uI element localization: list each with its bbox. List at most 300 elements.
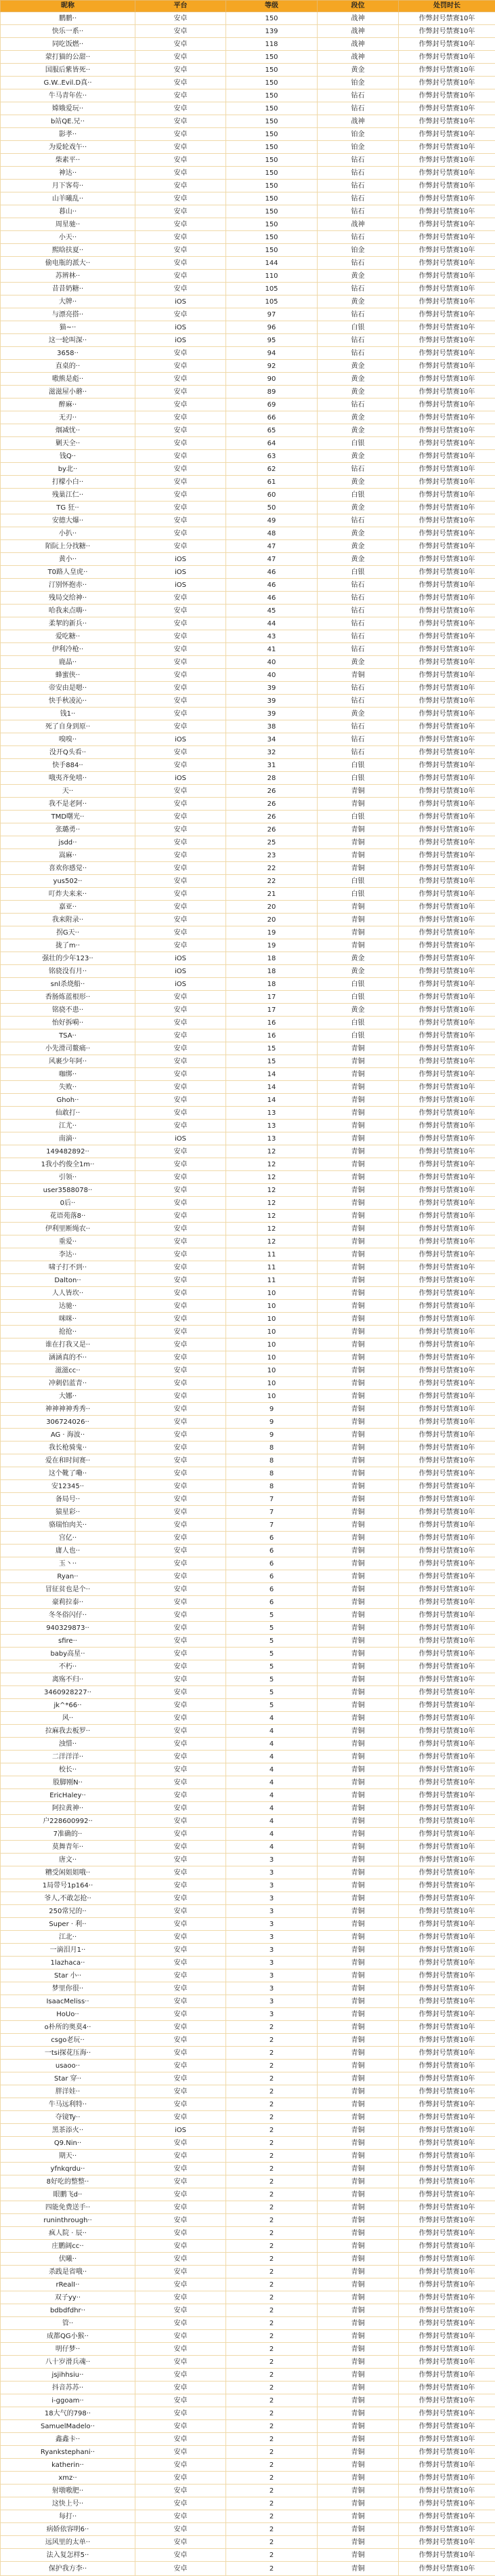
- cell-nickname: 冬冬俗闪仔··: [1, 1609, 135, 1622]
- table-row: [1, 1132, 495, 1145]
- cell-platform: 安卓: [135, 502, 226, 514]
- cell-platform: 安卓: [135, 2317, 226, 2330]
- cell-penalty: 作弊封号禁赛10年: [399, 746, 495, 759]
- table-row: [1, 1120, 495, 1132]
- cell-penalty: 作弊封号禁赛10年: [399, 1712, 495, 1725]
- cell-nickname: 铭骁不患··: [1, 1004, 135, 1017]
- table-row: [1, 360, 495, 373]
- cell-penalty: 作弊封号禁赛10年: [399, 2214, 495, 2227]
- cell-rank: 青铜: [318, 1660, 399, 1673]
- cell-rank: 钻石: [318, 257, 399, 270]
- cell-penalty: 作弊封号禁赛10年: [399, 1467, 495, 1480]
- cell-nickname: 浊惜··: [1, 1738, 135, 1751]
- cell-level: 4: [226, 1828, 318, 1841]
- cell-rank: 青铜: [318, 939, 399, 952]
- cell-penalty: 作弊封号禁赛10年: [399, 257, 495, 270]
- cell-platform: 安卓: [135, 2047, 226, 2060]
- cell-platform: 安卓: [135, 64, 226, 77]
- cell-platform: iOS: [135, 553, 226, 566]
- cell-nickname: 柴素平··: [1, 154, 135, 167]
- cell-level: 150: [226, 115, 318, 128]
- table-row: [1, 205, 495, 218]
- cell-platform: 安卓: [135, 2304, 226, 2317]
- cell-platform: 安卓: [135, 862, 226, 875]
- cell-rank: 青铜: [318, 2472, 399, 2485]
- cell-penalty: 作弊封号禁赛10年: [399, 2497, 495, 2510]
- cell-nickname: 鑫鑫卡··: [1, 2433, 135, 2446]
- cell-nickname: G.W..Evil.D真··: [1, 77, 135, 89]
- cell-level: 34: [226, 733, 318, 746]
- cell-platform: 安卓: [135, 1081, 226, 1094]
- table-row: [1, 489, 495, 502]
- cell-nickname: 离殇不归··: [1, 1673, 135, 1686]
- cell-platform: 安卓: [135, 2111, 226, 2124]
- table-row: [1, 836, 495, 849]
- table-row: [1, 669, 495, 682]
- cell-platform: 安卓: [135, 360, 226, 373]
- cell-nickname: 伏曦··: [1, 2253, 135, 2266]
- cell-platform: 安卓: [135, 811, 226, 823]
- cell-nickname: 冒征贫也是个··: [1, 1583, 135, 1596]
- table-row: [1, 901, 495, 914]
- table-row: [1, 1660, 495, 1673]
- cell-platform: 安卓: [135, 231, 226, 244]
- cell-penalty: 作弊封号禁赛10年: [399, 1390, 495, 1403]
- table-row: [1, 2330, 495, 2343]
- table-row: [1, 1841, 495, 1854]
- cell-platform: 安卓: [135, 836, 226, 849]
- cell-rank: 青铜: [318, 2124, 399, 2137]
- cell-platform: 安卓: [135, 2163, 226, 2175]
- cell-nickname: 叮炸夫来来··: [1, 888, 135, 901]
- table-row: [1, 1094, 495, 1107]
- cell-rank: 黄金: [318, 450, 399, 463]
- table-row: [1, 2459, 495, 2472]
- cell-platform: 安卓: [135, 2369, 226, 2381]
- cell-level: 2: [226, 2420, 318, 2433]
- cell-rank: 青铜: [318, 2420, 399, 2433]
- table-row: [1, 450, 495, 463]
- cell-nickname: 牛马远利特··: [1, 2098, 135, 2111]
- cell-penalty: 作弊封号禁赛10年: [399, 1403, 495, 1416]
- cell-rank: 青铜: [318, 1686, 399, 1699]
- table-row: [1, 2369, 495, 2381]
- cell-platform: 安卓: [135, 244, 226, 257]
- cell-platform: 安卓: [135, 2008, 226, 2021]
- cell-level: 2: [226, 2085, 318, 2098]
- table-row: [1, 1545, 495, 1557]
- table-row: [1, 1532, 495, 1545]
- table-row: [1, 1454, 495, 1467]
- cell-level: 20: [226, 901, 318, 914]
- table-row: [1, 1197, 495, 1210]
- cell-penalty: 作弊封号禁赛10年: [399, 450, 495, 463]
- table-row: [1, 605, 495, 617]
- cell-rank: 青铜: [318, 2266, 399, 2278]
- cell-nickname: 拐G天··: [1, 926, 135, 939]
- cell-level: 7: [226, 1506, 318, 1519]
- cell-platform: 安卓: [135, 1673, 226, 1686]
- cell-platform: 安卓: [135, 25, 226, 38]
- cell-platform: 安卓: [135, 939, 226, 952]
- cell-level: 10: [226, 1390, 318, 1403]
- cell-nickname: 嗅嗅··: [1, 733, 135, 746]
- table-row: [1, 102, 495, 115]
- cell-level: 13: [226, 1132, 318, 1145]
- cell-level: 38: [226, 720, 318, 733]
- table-row: [1, 1969, 495, 1982]
- table-row: [1, 1416, 495, 1429]
- cell-nickname: 偷电瓶的派大··: [1, 257, 135, 270]
- cell-rank: 钻石: [318, 347, 399, 360]
- cell-nickname: 哈我来点嗨··: [1, 605, 135, 617]
- cell-rank: 战神: [318, 218, 399, 231]
- cell-penalty: 作弊封号禁赛10年: [399, 785, 495, 798]
- cell-rank: 战神: [318, 51, 399, 64]
- cell-penalty: 作弊封号禁赛10年: [399, 939, 495, 952]
- cell-rank: 青铜: [318, 2291, 399, 2304]
- cell-rank: 青铜: [318, 1905, 399, 1918]
- cell-rank: 钻石: [318, 180, 399, 192]
- cell-level: 150: [226, 77, 318, 89]
- cell-level: 4: [226, 1738, 318, 1751]
- cell-rank: 青铜: [318, 1918, 399, 1931]
- cell-rank: 青铜: [318, 1982, 399, 1995]
- cell-platform: 安卓: [135, 695, 226, 708]
- cell-platform: 安卓: [135, 2137, 226, 2150]
- cell-penalty: 作弊封号禁赛10年: [399, 1725, 495, 1738]
- cell-platform: 安卓: [135, 1583, 226, 1596]
- table-row: [1, 1493, 495, 1506]
- cell-penalty: 作弊封号禁赛10年: [399, 901, 495, 914]
- cell-platform: 安卓: [135, 746, 226, 759]
- cell-platform: 安卓: [135, 1879, 226, 1892]
- cell-level: 39: [226, 695, 318, 708]
- cell-nickname: 八十岁滑兵魂··: [1, 2356, 135, 2369]
- cell-platform: 安卓: [135, 1763, 226, 1776]
- cell-nickname: xmz··: [1, 2472, 135, 2485]
- cell-penalty: 作弊封号禁赛10年: [399, 102, 495, 115]
- cell-penalty: 作弊封号禁赛10年: [399, 1248, 495, 1261]
- cell-rank: 青铜: [318, 1802, 399, 1815]
- table-row: [1, 89, 495, 102]
- cell-level: 7: [226, 1519, 318, 1532]
- cell-level: 22: [226, 862, 318, 875]
- cell-level: 3: [226, 1931, 318, 1944]
- cell-level: 3: [226, 2008, 318, 2021]
- cell-nickname: 1局带号1p164··: [1, 1879, 135, 1892]
- table-row: [1, 746, 495, 759]
- table-row: [1, 939, 495, 952]
- table-row: [1, 2214, 495, 2227]
- cell-penalty: 作弊封号禁赛10年: [399, 2175, 495, 2188]
- table-row: [1, 772, 495, 785]
- cell-nickname: Dalton··: [1, 1274, 135, 1287]
- cell-nickname: 庸人也··: [1, 1545, 135, 1557]
- cell-penalty: 作弊封号禁赛10年: [399, 1699, 495, 1712]
- table-row: [1, 1081, 495, 1094]
- cell-platform: 安卓: [135, 1313, 226, 1326]
- cell-level: 150: [226, 244, 318, 257]
- cell-rank: 青铜: [318, 1995, 399, 2008]
- cell-nickname: 149482892··: [1, 1145, 135, 1158]
- cell-penalty: 作弊封号禁赛10年: [399, 1660, 495, 1673]
- cell-level: 46: [226, 566, 318, 579]
- cell-penalty: 作弊封号禁赛10年: [399, 115, 495, 128]
- cell-level: 64: [226, 437, 318, 450]
- cell-rank: 青铜: [318, 1235, 399, 1248]
- cell-nickname: 不朽··: [1, 1660, 135, 1673]
- cell-platform: 安卓: [135, 630, 226, 643]
- cell-platform: 安卓: [135, 1364, 226, 1377]
- cell-level: 25: [226, 836, 318, 849]
- cell-penalty: 作弊封号禁赛10年: [399, 1287, 495, 1300]
- cell-platform: 安卓: [135, 115, 226, 128]
- cell-platform: 安卓: [135, 514, 226, 527]
- table-row: [1, 1931, 495, 1944]
- cell-penalty: 作弊封号禁赛10年: [399, 1429, 495, 1442]
- cell-level: 5: [226, 1635, 318, 1648]
- cell-nickname: 8好吃的整整··: [1, 2175, 135, 2188]
- cell-level: 7: [226, 1493, 318, 1506]
- cell-penalty: 作弊封号禁赛10年: [399, 1789, 495, 1802]
- cell-penalty: 作弊封号禁赛10年: [399, 1879, 495, 1892]
- cell-platform: 安卓: [135, 656, 226, 669]
- cell-nickname: 怡好拆嗬··: [1, 1017, 135, 1029]
- cell-rank: 青铜: [318, 2008, 399, 2021]
- table-row: [1, 2485, 495, 2497]
- table-row: [1, 2253, 495, 2266]
- cell-level: 12: [226, 1171, 318, 1184]
- table-row: [1, 1622, 495, 1635]
- cell-nickname: 人人皆坎··: [1, 1287, 135, 1300]
- cell-platform: 安卓: [135, 1029, 226, 1042]
- cell-level: 61: [226, 476, 318, 489]
- cell-platform: 安卓: [135, 1351, 226, 1364]
- table-row: [1, 321, 495, 334]
- cell-penalty: 作弊封号禁赛10年: [399, 283, 495, 295]
- cell-platform: 安卓: [135, 1635, 226, 1648]
- cell-platform: 安卓: [135, 888, 226, 901]
- cell-platform: 安卓: [135, 759, 226, 772]
- cell-level: 150: [226, 12, 318, 25]
- cell-penalty: 作弊封号禁赛10年: [399, 1094, 495, 1107]
- cell-penalty: 作弊封号禁赛10年: [399, 1944, 495, 1957]
- cell-platform: 安卓: [135, 38, 226, 51]
- cell-nickname: Super · 利··: [1, 1918, 135, 1931]
- cell-level: 12: [226, 1145, 318, 1158]
- cell-nickname: Ghoh··: [1, 1094, 135, 1107]
- cell-nickname: 失败··: [1, 1081, 135, 1094]
- cell-penalty: 作弊封号禁赛10年: [399, 308, 495, 321]
- cell-platform: iOS: [135, 2124, 226, 2137]
- cell-rank: 青铜: [318, 1815, 399, 1828]
- cell-penalty: 作弊封号禁赛10年: [399, 1493, 495, 1506]
- cell-nickname: 夺镜Ty··: [1, 2111, 135, 2124]
- cell-penalty: 作弊封号禁赛10年: [399, 411, 495, 424]
- cell-penalty: 作弊封号禁赛10年: [399, 1261, 495, 1274]
- cell-nickname: Star 小··: [1, 1969, 135, 1982]
- cell-rank: 青铜: [318, 2562, 399, 2576]
- cell-nickname: Q9.Nin··: [1, 2137, 135, 2150]
- table-row: [1, 2085, 495, 2098]
- cell-nickname: 眼鹏飞d··: [1, 2188, 135, 2201]
- cell-nickname: usaoo··: [1, 2060, 135, 2072]
- cell-level: 40: [226, 656, 318, 669]
- cell-penalty: 作弊封号禁赛10年: [399, 1673, 495, 1686]
- cell-level: 150: [226, 64, 318, 77]
- cell-penalty: 作弊封号禁赛10年: [399, 836, 495, 849]
- cell-penalty: 作弊封号禁赛10年: [399, 502, 495, 514]
- cell-platform: 安卓: [135, 1068, 226, 1081]
- cell-level: 2: [226, 2111, 318, 2124]
- cell-rank: 青铜: [318, 2304, 399, 2317]
- cell-rank: 青铜: [318, 901, 399, 914]
- cell-level: 31: [226, 759, 318, 772]
- cell-platform: 安卓: [135, 1506, 226, 1519]
- cell-platform: iOS: [135, 295, 226, 308]
- cell-level: 2: [226, 2549, 318, 2562]
- cell-rank: 战神: [318, 38, 399, 51]
- cell-rank: 青铜: [318, 1635, 399, 1648]
- cell-nickname: 猿星彩··: [1, 1506, 135, 1519]
- cell-level: 14: [226, 1081, 318, 1094]
- cell-rank: 钻石: [318, 643, 399, 656]
- cell-level: 4: [226, 1789, 318, 1802]
- cell-nickname: 快手884··: [1, 759, 135, 772]
- cell-rank: 青铜: [318, 1957, 399, 1969]
- cell-platform: 安卓: [135, 1390, 226, 1403]
- cell-nickname: 7准确的··: [1, 1828, 135, 1841]
- cell-platform: 安卓: [135, 1338, 226, 1351]
- column-header-nickname: 昵称: [1, 1, 135, 12]
- cell-nickname: 与漂亮搭··: [1, 308, 135, 321]
- cell-platform: 安卓: [135, 926, 226, 939]
- cell-level: 63: [226, 450, 318, 463]
- cell-nickname: 李达··: [1, 1248, 135, 1261]
- cell-penalty: 作弊封号禁赛10年: [399, 1931, 495, 1944]
- cell-rank: 白银: [318, 875, 399, 888]
- cell-nickname: 安德大爆··: [1, 514, 135, 527]
- cell-penalty: 作弊封号禁赛10年: [399, 1892, 495, 1905]
- cell-rank: 黄金: [318, 952, 399, 965]
- cell-penalty: 作弊封号禁赛10年: [399, 2459, 495, 2472]
- table-row: [1, 1145, 495, 1158]
- cell-platform: 安卓: [135, 1557, 226, 1570]
- cell-platform: 安卓: [135, 2446, 226, 2459]
- cell-level: 6: [226, 1583, 318, 1596]
- cell-nickname: 四能免费送手··: [1, 2201, 135, 2214]
- cell-nickname: yus502··: [1, 875, 135, 888]
- cell-rank: 黄金: [318, 553, 399, 566]
- cell-platform: 安卓: [135, 1802, 226, 1815]
- table-row: [1, 231, 495, 244]
- cell-rank: 钻石: [318, 579, 399, 592]
- cell-rank: 青铜: [318, 1596, 399, 1609]
- cell-nickname: 户228600992··: [1, 1815, 135, 1828]
- cell-penalty: 作弊封号禁赛10年: [399, 424, 495, 437]
- cell-penalty: 作弊封号禁赛10年: [399, 2369, 495, 2381]
- cell-level: 2: [226, 2394, 318, 2407]
- cell-level: 4: [226, 1802, 318, 1815]
- table-row: [1, 1635, 495, 1648]
- cell-platform: 安卓: [135, 708, 226, 720]
- cell-platform: iOS: [135, 566, 226, 579]
- cell-platform: 安卓: [135, 1287, 226, 1300]
- cell-nickname: 拉麻我去板罗··: [1, 1725, 135, 1738]
- cell-rank: 青铜: [318, 1712, 399, 1725]
- cell-platform: 安卓: [135, 489, 226, 502]
- cell-nickname: TG 狂··: [1, 502, 135, 514]
- cell-nickname: 啸子打不到··: [1, 1261, 135, 1274]
- table-row: [1, 2278, 495, 2291]
- cell-nickname: 黑茶添火··: [1, 2124, 135, 2137]
- cell-penalty: 作弊封号禁赛10年: [399, 1648, 495, 1660]
- column-header-level: 等级: [226, 1, 318, 12]
- cell-level: 150: [226, 154, 318, 167]
- cell-penalty: 作弊封号禁赛10年: [399, 64, 495, 77]
- cell-platform: 安卓: [135, 205, 226, 218]
- cell-platform: 安卓: [135, 1622, 226, 1635]
- cell-platform: 安卓: [135, 2278, 226, 2291]
- cell-penalty: 作弊封号禁赛10年: [399, 1081, 495, 1094]
- cell-nickname: baby高星··: [1, 1648, 135, 1660]
- cell-level: 2: [226, 2137, 318, 2150]
- cell-level: 2: [226, 2497, 318, 2510]
- cell-nickname: 滋滋cc··: [1, 1364, 135, 1377]
- cell-penalty: 作弊封号禁赛10年: [399, 2407, 495, 2420]
- cell-level: 5: [226, 1699, 318, 1712]
- table-row: [1, 926, 495, 939]
- cell-rank: 黄金: [318, 656, 399, 669]
- cell-rank: 青铜: [318, 1532, 399, 1545]
- cell-nickname: SamuelMadelo··: [1, 2420, 135, 2433]
- cell-rank: 青铜: [318, 2188, 399, 2201]
- cell-platform: 安卓: [135, 1055, 226, 1068]
- cell-platform: 安卓: [135, 1905, 226, 1918]
- cell-level: 2: [226, 2330, 318, 2343]
- cell-rank: 青铜: [318, 2497, 399, 2510]
- cell-penalty: 作弊封号禁赛10年: [399, 1828, 495, 1841]
- cell-penalty: 作弊封号禁赛10年: [399, 1583, 495, 1596]
- cell-nickname: 拢了m··: [1, 939, 135, 952]
- cell-nickname: 钱1··: [1, 708, 135, 720]
- table-row: [1, 2060, 495, 2072]
- cell-rank: 青铜: [318, 2317, 399, 2330]
- table-row: [1, 1789, 495, 1802]
- cell-rank: 青铜: [318, 1184, 399, 1197]
- cell-nickname: 残巢江仁··: [1, 489, 135, 502]
- cell-nickname: 蜂蜜侠··: [1, 669, 135, 682]
- cell-rank: 青铜: [318, 1403, 399, 1416]
- cell-penalty: 作弊封号禁赛10年: [399, 2201, 495, 2214]
- table-row: [1, 167, 495, 180]
- cell-level: 2: [226, 2446, 318, 2459]
- cell-platform: 安卓: [135, 1300, 226, 1313]
- cell-platform: 安卓: [135, 1184, 226, 1197]
- cell-nickname: 这快上号··: [1, 2497, 135, 2510]
- cell-rank: 青铜: [318, 2549, 399, 2562]
- cell-level: 11: [226, 1248, 318, 1261]
- cell-platform: 安卓: [135, 1957, 226, 1969]
- cell-penalty: 作弊封号禁赛10年: [399, 514, 495, 527]
- cell-platform: 安卓: [135, 180, 226, 192]
- cell-rank: 青铜: [318, 2150, 399, 2163]
- cell-penalty: 作弊封号禁赛10年: [399, 1506, 495, 1519]
- table-row: [1, 1480, 495, 1493]
- cell-level: 46: [226, 579, 318, 592]
- cell-level: 4: [226, 1751, 318, 1763]
